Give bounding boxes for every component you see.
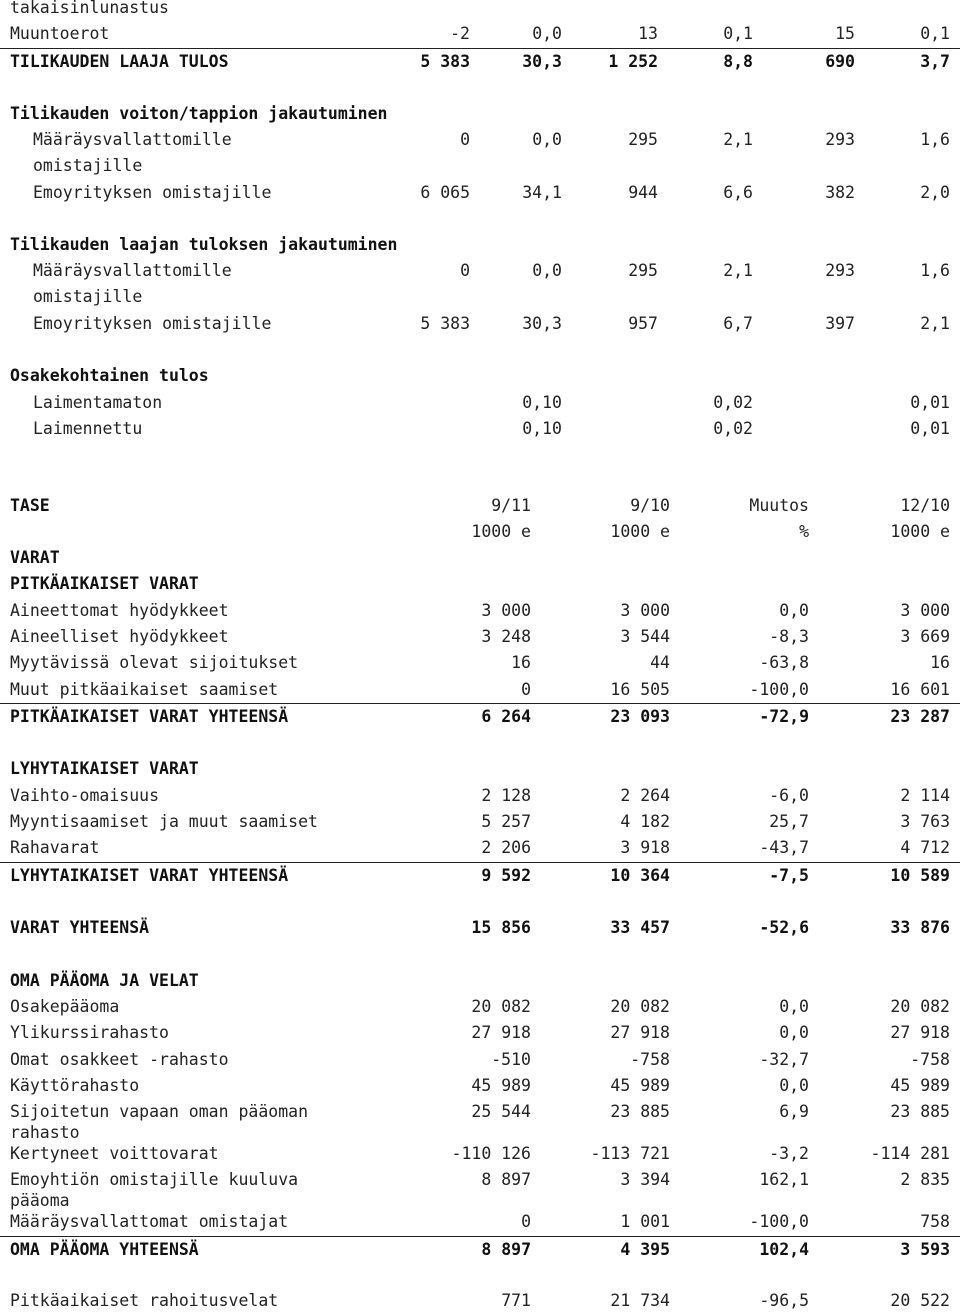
cell-value: -43,7 xyxy=(759,838,809,857)
cell-value: 6 264 xyxy=(481,707,531,726)
cell-value: 25 544 xyxy=(471,1102,531,1121)
row-label: PITKÄAIKAISET VARAT YHTEENSÄ xyxy=(10,707,289,726)
cell-value: 0,10 xyxy=(522,419,562,438)
cell-value: -110 126 xyxy=(451,1144,531,1163)
table-row xyxy=(0,598,960,624)
row-label: VARAT YHTEENSÄ xyxy=(10,918,150,937)
cell-value: 690 xyxy=(825,52,855,71)
section-heading-text: Tilikauden laajan tuloksen jakautuminen xyxy=(10,235,398,254)
cell-value: -100,0 xyxy=(749,1212,809,1231)
cell-value: 16 505 xyxy=(610,680,670,699)
cell-value: 2 128 xyxy=(481,786,531,805)
cell-value: 2 264 xyxy=(620,786,670,805)
cell-value: -3,2 xyxy=(769,1144,809,1163)
cell-value: 0,10 xyxy=(522,393,562,412)
cell-value: 0 xyxy=(521,1212,531,1231)
section-heading-text: LYHYTAIKAISET VARAT xyxy=(10,759,199,778)
cell-value: 293 xyxy=(825,261,855,280)
row-label: Aineettomat hyödykkeet xyxy=(10,601,229,620)
cell-value: 23 885 xyxy=(610,1102,670,1121)
cell-value: 44 xyxy=(650,653,670,672)
cell-value: 15 xyxy=(835,24,855,43)
row-label: Määräysvallattomille xyxy=(33,130,232,149)
cell-value: 3 000 xyxy=(481,601,531,620)
row-label: takaisinlunastus xyxy=(10,0,169,17)
cell-value: 3 248 xyxy=(481,627,531,646)
cell-value: 16 xyxy=(511,653,531,672)
table-row xyxy=(0,21,960,47)
total-row xyxy=(0,48,960,75)
cell-value: 0,02 xyxy=(713,393,753,412)
section-heading-text: Tilikauden voiton/tappion jakautuminen xyxy=(10,104,388,123)
cell-value: 1 252 xyxy=(608,52,658,71)
row-label: Ylikurssirahasto xyxy=(10,1023,169,1042)
table-row-continued xyxy=(0,284,960,310)
row-label: Käyttörahasto xyxy=(10,1076,140,1095)
cell-value: 0,01 xyxy=(910,393,950,412)
cell-value: 293 xyxy=(825,130,855,149)
cell-value: 0,0 xyxy=(532,261,562,280)
cell-value: 20 082 xyxy=(610,997,670,1016)
row-label: Emoyrityksen omistajille xyxy=(33,314,272,333)
cell-value: 2 835 xyxy=(900,1170,950,1189)
section-heading-text: VARAT xyxy=(10,548,60,567)
cell-value: 5 383 xyxy=(420,52,470,71)
cell-value: 0,0 xyxy=(532,130,562,149)
row-label: Emoyhtiön omistajille kuuluva xyxy=(10,1170,299,1189)
table-row xyxy=(0,1288,960,1314)
cell-value: 3 000 xyxy=(900,601,950,620)
cell-value: 771 xyxy=(501,1291,531,1310)
cell-value: Muutos xyxy=(749,496,809,515)
section-heading-text: PITKÄAIKAISET VARAT xyxy=(10,574,199,593)
total-row xyxy=(0,1236,960,1263)
table-row xyxy=(0,1141,960,1167)
cell-value: 1000 e xyxy=(610,522,670,541)
cell-value: 0,1 xyxy=(723,24,753,43)
balance-header-row xyxy=(0,493,960,519)
cell-value: 6,6 xyxy=(723,183,753,202)
cell-value: 944 xyxy=(628,183,658,202)
cell-value: -758 xyxy=(630,1050,670,1069)
section-heading xyxy=(0,968,960,994)
cell-value: 2,1 xyxy=(723,261,753,280)
table-row xyxy=(0,835,960,861)
cell-value: 6 065 xyxy=(420,183,470,202)
cell-value: 2 114 xyxy=(900,786,950,805)
cell-value: 8 897 xyxy=(481,1240,531,1259)
table-row xyxy=(0,1047,960,1073)
cell-value: 0,0 xyxy=(779,1023,809,1042)
cell-value: -63,8 xyxy=(759,653,809,672)
table-row xyxy=(0,180,960,206)
row-label: Laimentamaton xyxy=(33,393,163,412)
cell-value: 45 989 xyxy=(890,1076,950,1095)
row-label: Muut pitkäaikaiset saamiset xyxy=(10,680,279,699)
cell-value: 1,6 xyxy=(920,130,950,149)
row-label-continued: pääoma xyxy=(10,1191,70,1210)
row-label: LYHYTAIKAISET VARAT YHTEENSÄ xyxy=(10,866,289,885)
row-label: Emoyrityksen omistajille xyxy=(33,183,272,202)
table-row xyxy=(0,1209,960,1235)
cell-value: 30,3 xyxy=(522,52,562,71)
cell-value: -52,6 xyxy=(759,918,809,937)
cell-value: 12/10 xyxy=(900,496,950,515)
cell-value: 0,0 xyxy=(532,24,562,43)
section-heading-text: Osakekohtainen tulos xyxy=(10,366,209,385)
cell-value: 16 xyxy=(930,653,950,672)
cell-value: 27 918 xyxy=(471,1023,531,1042)
cell-value: -72,9 xyxy=(759,707,809,726)
cell-value: 0,0 xyxy=(779,601,809,620)
balance-title: TASE xyxy=(10,496,50,515)
cell-value: 0 xyxy=(460,130,470,149)
cell-value: 45 989 xyxy=(471,1076,531,1095)
cell-value: 3 544 xyxy=(620,627,670,646)
cell-value: 1,6 xyxy=(920,261,950,280)
row-label-continued: rahasto xyxy=(10,1123,80,1142)
section-heading-text: OMA PÄÄOMA JA VELAT xyxy=(10,971,199,990)
table-row xyxy=(0,311,960,337)
row-label: Muuntoerot xyxy=(10,24,110,43)
cell-value: 20 522 xyxy=(890,1291,950,1310)
row-label: Määräysvallattomat omistajat xyxy=(10,1212,289,1231)
grand-total-row xyxy=(0,915,960,941)
cell-value: 33 457 xyxy=(610,918,670,937)
cell-value: 5 383 xyxy=(420,314,470,333)
cell-value: 295 xyxy=(628,261,658,280)
cell-value: 9/10 xyxy=(630,496,670,515)
cell-value: 0,1 xyxy=(920,24,950,43)
cell-value: 5 257 xyxy=(481,812,531,831)
section-heading xyxy=(0,101,960,127)
row-label: Myyntisaamiset ja muut saamiset xyxy=(10,812,318,831)
table-row xyxy=(0,783,960,809)
cell-value: 3 394 xyxy=(620,1170,670,1189)
cell-value: 21 734 xyxy=(610,1291,670,1310)
cell-value: 20 082 xyxy=(471,997,531,1016)
table-row xyxy=(0,416,960,442)
section-heading xyxy=(0,571,960,597)
cell-value: 397 xyxy=(825,314,855,333)
row-label: Laimennettu xyxy=(33,419,143,438)
cell-value: 102,4 xyxy=(759,1240,809,1259)
row-label: Sijoitetun vapaan oman pääoman xyxy=(10,1102,309,1121)
cell-value: 2 206 xyxy=(481,838,531,857)
row-label: Osakepääoma xyxy=(10,997,120,1016)
table-row xyxy=(0,258,960,284)
cell-value: 1 001 xyxy=(620,1212,670,1231)
cell-value: 0,01 xyxy=(910,419,950,438)
cell-value: 3,7 xyxy=(920,52,950,71)
row-label: Kertyneet voittovarat xyxy=(10,1144,219,1163)
cell-value: % xyxy=(799,522,809,541)
cell-value: 6,7 xyxy=(723,314,753,333)
cell-value: 9 592 xyxy=(481,866,531,885)
cell-value: 758 xyxy=(920,1212,950,1231)
cell-value: 10 589 xyxy=(890,866,950,885)
cell-value: 25,7 xyxy=(769,812,809,831)
row-label-continued: omistajille xyxy=(33,287,143,306)
cell-value: -96,5 xyxy=(759,1291,809,1310)
cell-value: 0,0 xyxy=(779,997,809,1016)
cell-value: 0 xyxy=(521,680,531,699)
cell-value: 8,8 xyxy=(723,52,753,71)
cell-value: 27 918 xyxy=(890,1023,950,1042)
cell-value: 3 669 xyxy=(900,627,950,646)
cell-value: 2,1 xyxy=(920,314,950,333)
table-row xyxy=(0,390,960,416)
cell-value: -113 721 xyxy=(590,1144,670,1163)
table-row xyxy=(0,809,960,835)
table-row-continued xyxy=(0,153,960,179)
table-row xyxy=(0,0,960,21)
row-label: Määräysvallattomille xyxy=(33,261,232,280)
section-heading xyxy=(0,545,960,571)
cell-value: -100,0 xyxy=(749,680,809,699)
cell-value: -758 xyxy=(910,1050,950,1069)
balance-units-row xyxy=(0,519,960,545)
cell-value: 34,1 xyxy=(522,183,562,202)
row-label: Rahavarat xyxy=(10,838,100,857)
table-row xyxy=(0,624,960,650)
row-label: Myytävissä olevat sijoitukset xyxy=(10,653,299,672)
cell-value: 4 182 xyxy=(620,812,670,831)
row-label: Omat osakkeet -rahasto xyxy=(10,1050,229,1069)
cell-value: 1000 e xyxy=(890,522,950,541)
row-label: Vaihto-omaisuus xyxy=(10,786,160,805)
cell-value: 957 xyxy=(628,314,658,333)
cell-value: -510 xyxy=(491,1050,531,1069)
cell-value: -114 281 xyxy=(870,1144,950,1163)
table-row xyxy=(0,650,960,676)
cell-value: -2 xyxy=(450,24,470,43)
cell-value: 23 287 xyxy=(890,707,950,726)
row-label: Aineelliset hyödykkeet xyxy=(10,627,229,646)
cell-value: 16 601 xyxy=(890,680,950,699)
cell-value: 10 364 xyxy=(610,866,670,885)
cell-value: 1000 e xyxy=(471,522,531,541)
total-row xyxy=(0,862,960,889)
cell-value: 8 897 xyxy=(481,1170,531,1189)
cell-value: 3 000 xyxy=(620,601,670,620)
table-row xyxy=(0,677,960,703)
cell-value: 0,02 xyxy=(713,419,753,438)
table-row xyxy=(0,1020,960,1046)
cell-value: 0,0 xyxy=(779,1076,809,1095)
cell-value: 3 593 xyxy=(900,1240,950,1259)
cell-value: 4 712 xyxy=(900,838,950,857)
row-label-continued: omistajille xyxy=(33,156,143,175)
cell-value: 295 xyxy=(628,130,658,149)
cell-value: 162,1 xyxy=(759,1170,809,1189)
cell-value: 9/11 xyxy=(491,496,531,515)
cell-value: 33 876 xyxy=(890,918,950,937)
cell-value: -6,0 xyxy=(769,786,809,805)
section-heading xyxy=(0,363,960,389)
cell-value: 3 918 xyxy=(620,838,670,857)
cell-value: 45 989 xyxy=(610,1076,670,1095)
cell-value: 382 xyxy=(825,183,855,202)
cell-value: 3 763 xyxy=(900,812,950,831)
cell-value: 15 856 xyxy=(471,918,531,937)
cell-value: 13 xyxy=(638,24,658,43)
cell-value: 23 885 xyxy=(890,1102,950,1121)
cell-value: 2,0 xyxy=(920,183,950,202)
total-row xyxy=(0,703,960,730)
row-label: TILIKAUDEN LAAJA TULOS xyxy=(10,52,229,71)
table-row xyxy=(0,1073,960,1099)
section-heading xyxy=(0,756,960,782)
cell-value: 6,9 xyxy=(779,1102,809,1121)
table-row xyxy=(0,127,960,153)
row-label: OMA PÄÄOMA YHTEENSÄ xyxy=(10,1240,199,1259)
cell-value: 27 918 xyxy=(610,1023,670,1042)
cell-value: 20 082 xyxy=(890,997,950,1016)
cell-value: 0 xyxy=(460,261,470,280)
row-label: Pitkäaikaiset rahoitusvelat xyxy=(10,1291,279,1310)
section-heading xyxy=(0,232,960,258)
cell-value: 4 395 xyxy=(620,1240,670,1259)
cell-value: -32,7 xyxy=(759,1050,809,1069)
cell-value: -7,5 xyxy=(769,866,809,885)
cell-value: 30,3 xyxy=(522,314,562,333)
cell-value: -8,3 xyxy=(769,627,809,646)
cell-value: 23 093 xyxy=(610,707,670,726)
table-row xyxy=(0,994,960,1020)
cell-value: 2,1 xyxy=(723,130,753,149)
